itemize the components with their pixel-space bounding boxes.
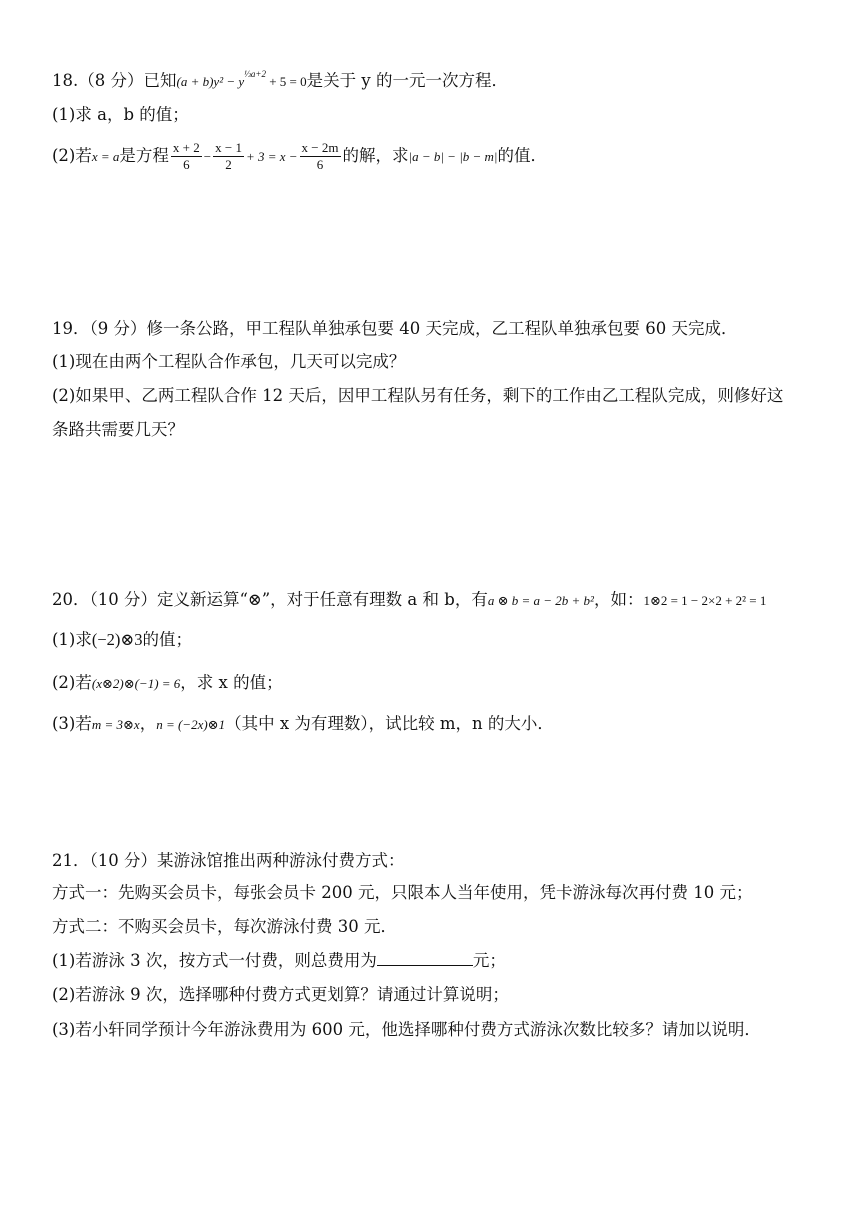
q20-stem: 20．（10 分）定义新运算“⊗”，对于任意有理数 a 和 b，有a ⊗ b = a − 2b + b²，如：1⊗2 = 1 − 2×2 + 2² = 1 [52,590,767,609]
q20-example: 1⊗2 = 1 − 2×2 + 2² = 1 [643,593,767,608]
q18-sub1: (1)求 a，b 的值； [52,105,189,124]
q18-condition: x = a [91,149,120,164]
q20-sub2-expression: (x⊗2)⊗(−1) = 6 [91,676,181,691]
q20-sub3: (3)若m = 3⊗x，n = (−2x)⊗1（其中 x 为有理数），试比较 m，n 的大小． [52,714,554,733]
q21-way1: 方式一：先购买会员卡，每张会员卡 200 元，只限本人当年使用，凭卡游泳每次再付费 10 元； [52,883,753,902]
q19-stem: 19．（9 分）修一条公路，甲工程队单独承包要 40 天完成，乙工程队单独承包要 60 天完成． [52,319,738,338]
q20-sub3-m: m = 3⊗x [91,717,140,732]
q18-prefix: 已知 [143,71,177,90]
q20-definition: a ⊗ b = a − 2b + b² [487,593,594,608]
q21-way2: 方式二：不购买会员卡，每次游泳付费 30 元． [52,917,397,936]
q21-sub1: (1)若游泳 3 次，按方式一付费，则总费用为 元； [52,951,506,970]
q18-label: 18. [52,71,79,90]
q18-fraction-2: $\frac{x - 1}{2}$ [215,140,242,172]
q18-fraction-3: $\frac{x - 2m}{6}$ [301,140,339,172]
q21-stem: 21．（10 分）某游泳馆推出两种游泳付费方式： [52,851,405,870]
q18-sub2: (2)若x = a是方程 $\frac{x + 2}{6}$ − $\frac{x - 1}{2}$ + 3 = x − $\frac{x - 2m}{6}$ 的解，求|a − b| − |b − m|的值． [52,140,548,172]
q18-exponent: ⅓a+2 [244,69,266,79]
q20-sub2: (2)若(x⊗2)⊗(−1) = 6，求 x 的值； [52,673,283,692]
q20-sub1-expression: (−2)⊗3 [91,630,143,649]
q18-fraction-1: $\frac{x + 2}{6}$ [172,140,200,172]
q20-sub3-n: n = (−2x)⊗1 [156,717,226,732]
q18-suffix: 是关于 y 的一元一次方程． [306,71,508,90]
q18-points: （8 分） [78,71,144,90]
q20-sub1: (1)求(−2)⊗3的值； [52,630,192,649]
q18-abs-expression: |a − b| − |b − m| [408,149,498,164]
q19-sub2-line2: 条路共需要几天？ [52,420,184,439]
q19-sub1: (1)现在由两个工程队合作承包，几天可以完成？ [52,352,406,371]
q19-sub2-line1: (2)如果甲、乙两工程队合作 12 天后，因甲工程队另有任务，剩下的工作由乙工程队完成，则修好这 [52,386,784,405]
q18-stem [52,62,508,94]
q18-equation: $(a + b)y^2 - y^{\frac{1}{3}a+2} + 5 = 0$ [176,69,307,89]
q21-sub2: (2)若游泳 9 次，选择哪种付费方式更划算？请通过计算说明； [52,985,509,1004]
q21-answer-blank[interactable] [377,949,473,966]
q21-sub3: (3)若小轩同学预计今年游泳费用为 600 元，他选择哪种付费方式游泳次数比较多？请加以说明． [52,1020,761,1039]
